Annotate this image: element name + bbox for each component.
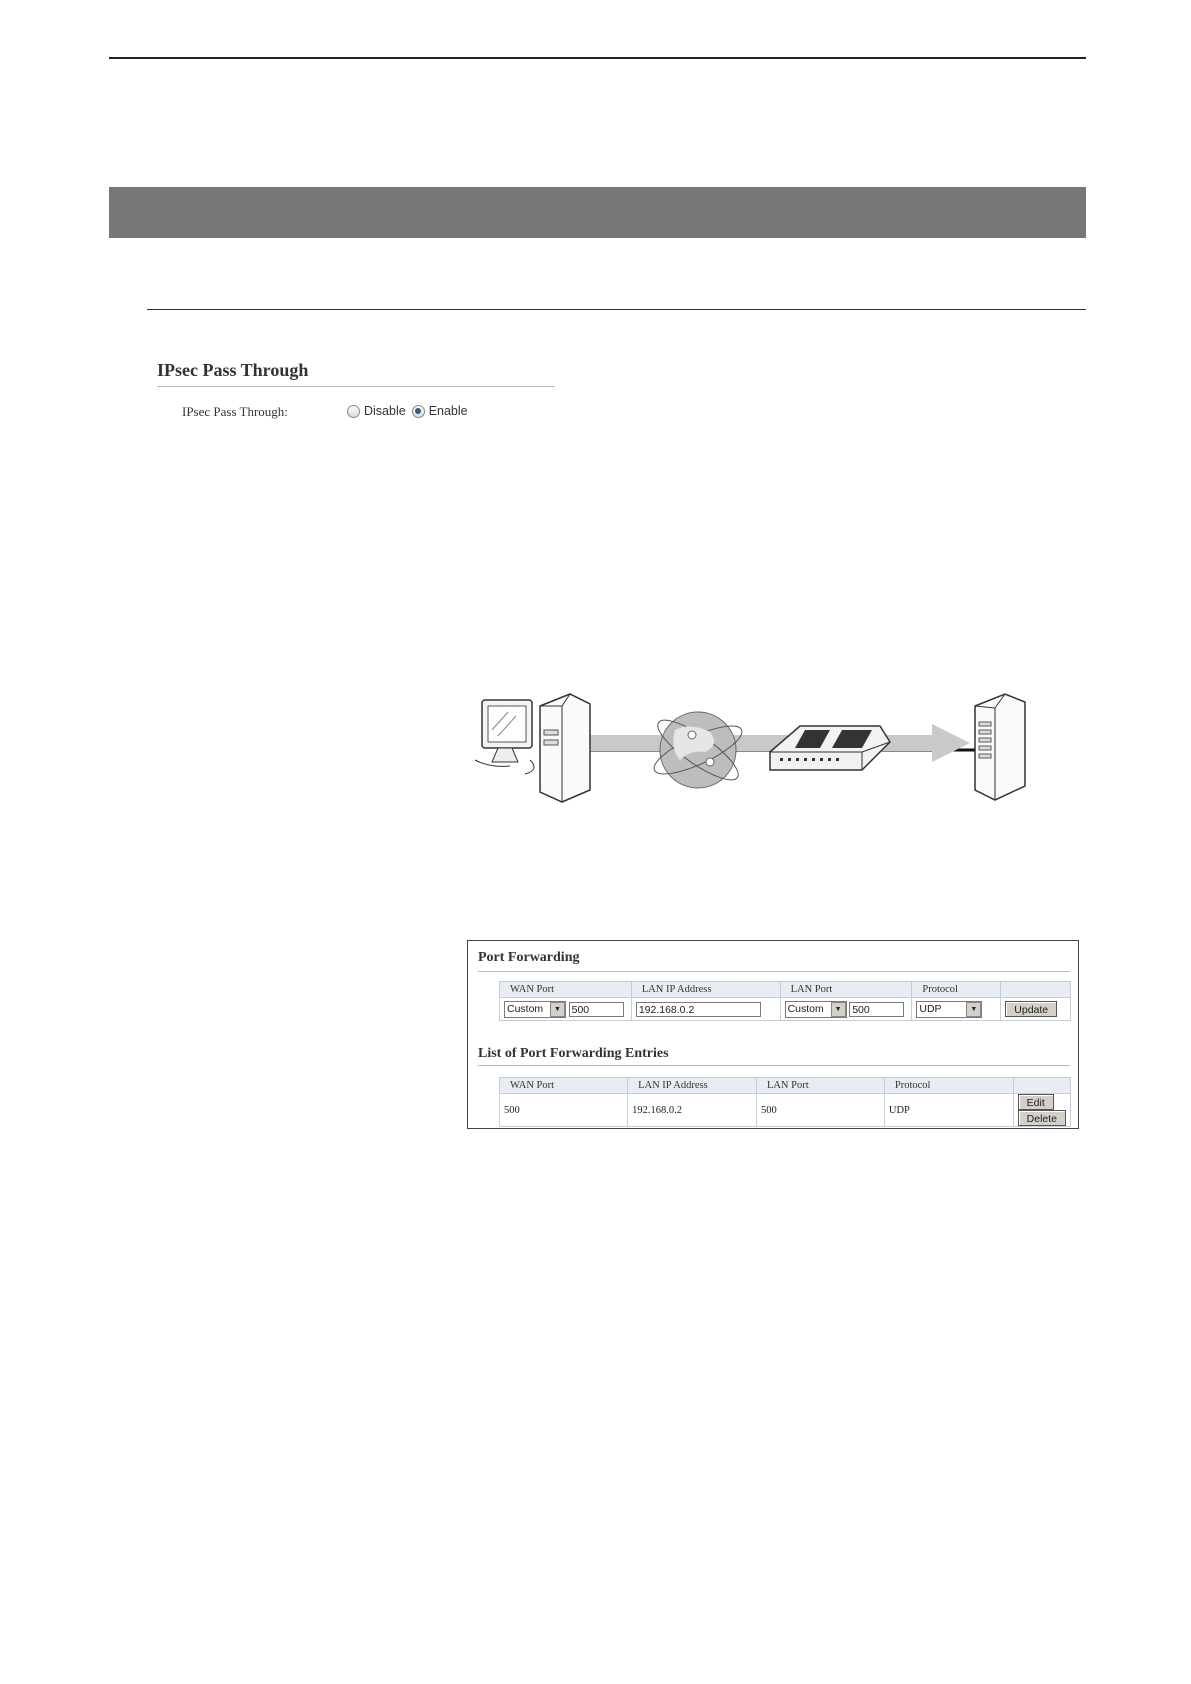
lan-ip-cell [631, 998, 780, 1021]
internet-globe-icon [649, 711, 748, 789]
lan-port-cell [780, 998, 912, 1021]
entries-divider [478, 1065, 1070, 1066]
protocol-cell [912, 998, 1001, 1021]
wan-port-cell [500, 998, 632, 1021]
subsection-rule [147, 309, 1086, 310]
disable-label[interactable]: Disable [364, 404, 406, 418]
top-rule [109, 57, 1086, 59]
wan-port-header: WAN Port [500, 982, 632, 998]
entry-protocol: UDP [884, 1094, 1013, 1127]
port-forwarding-form [499, 981, 1071, 1021]
delete-button[interactable]: Delete [1018, 1110, 1066, 1126]
protocol-select[interactable]: UDP ▼ [916, 1001, 982, 1018]
chevron-down-icon: ▼ [831, 1002, 846, 1017]
entry-wan-port: 500 [500, 1094, 628, 1127]
disable-radio[interactable] [347, 405, 360, 418]
entry-lan-ip: 192.168.0.2 [628, 1094, 757, 1127]
ipsec-divider [157, 386, 555, 387]
protocol-header: Protocol [912, 982, 1001, 998]
entries-action-header [1013, 1078, 1070, 1094]
chevron-down-icon: ▼ [966, 1002, 981, 1017]
chevron-down-icon: ▼ [550, 1002, 565, 1017]
lan-port-select[interactable]: Custom ▼ [785, 1001, 847, 1018]
enable-label[interactable]: Enable [428, 404, 468, 418]
entries-title: List of Port Forwarding Entries [478, 1046, 669, 1061]
pc-icon [475, 694, 590, 802]
network-diagram [470, 690, 1060, 810]
ipsec-label: IPsec Pass Through: [182, 404, 288, 419]
entries-lan-port-header: LAN Port [756, 1078, 884, 1094]
entry-lan-port: 500 [756, 1094, 884, 1127]
ipsec-title: IPsec Pass Through [157, 360, 309, 380]
lan-ip-header: LAN IP Address [631, 982, 780, 998]
table-row [500, 1094, 1071, 1127]
lan-ip-input[interactable]: 192.168.0.2 [636, 1002, 761, 1017]
router-icon [770, 726, 890, 770]
entry-actions [1013, 1094, 1070, 1127]
update-cell [1001, 998, 1071, 1021]
entries-protocol-header: Protocol [884, 1078, 1013, 1094]
edit-button[interactable]: Edit [1018, 1094, 1054, 1110]
ipsec-radio-group [347, 404, 474, 418]
port-forwarding-title: Port Forwarding [478, 950, 580, 965]
action-header [1001, 982, 1071, 998]
enable-radio[interactable] [412, 405, 425, 418]
lan-port-input[interactable]: 500 [849, 1002, 904, 1017]
section-banner [109, 187, 1086, 238]
port-forwarding-panel [467, 940, 1079, 1129]
entries-wan-port-header: WAN Port [500, 1078, 628, 1094]
wan-port-input[interactable]: 500 [569, 1002, 624, 1017]
entries-table [499, 1077, 1071, 1127]
lan-port-header: LAN Port [780, 982, 912, 998]
port-forwarding-divider [478, 971, 1070, 972]
wan-port-select[interactable]: Custom ▼ [504, 1001, 566, 1018]
entries-lan-ip-header: LAN IP Address [628, 1078, 757, 1094]
update-button[interactable]: Update [1005, 1001, 1057, 1017]
server-icon [975, 694, 1025, 800]
